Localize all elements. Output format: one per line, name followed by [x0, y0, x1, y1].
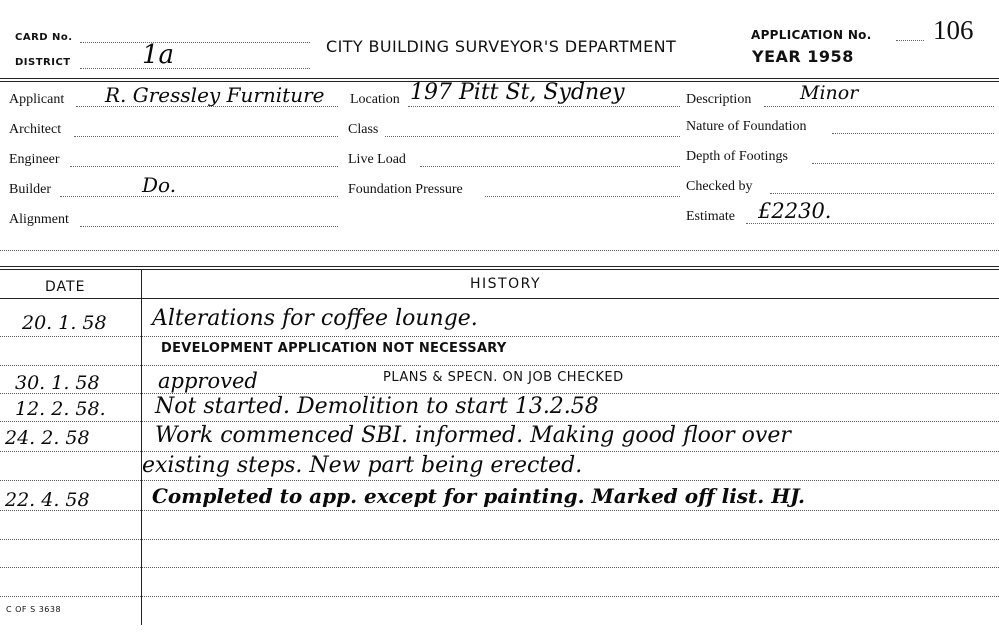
depth-of-footings-label: Depth of Footings — [686, 149, 788, 164]
history-line — [0, 336, 999, 337]
application-no-line — [896, 40, 924, 41]
year: YEAR 1958 — [752, 47, 854, 66]
foundation-pressure-label: Foundation Pressure — [348, 182, 463, 197]
history-line — [0, 421, 999, 422]
history-line — [0, 451, 999, 452]
alignment-label: Alignment — [9, 212, 69, 227]
description-label: Description — [686, 92, 752, 107]
plans-checked-stamp: PLANS & SPECN. ON JOB CHECKED — [383, 370, 624, 385]
live-load-line — [420, 166, 680, 167]
entry-text: Work commenced SBI. informed. Making good floor over — [155, 423, 791, 448]
entry-date: 24. 2. 58 — [5, 427, 90, 449]
nature-line — [832, 133, 994, 134]
entry-date: 20. 1. 58 — [22, 312, 107, 334]
location-line — [408, 106, 680, 107]
foundation-pressure-line — [485, 196, 680, 197]
history-rule-1 — [0, 266, 999, 267]
department-title: CITY BUILDING SURVEYOR'S DEPARTMENT — [326, 37, 677, 56]
history-header-rule — [0, 298, 999, 299]
application-no: 106 — [933, 15, 974, 45]
header-rule-1 — [0, 78, 999, 79]
engineer-label: Engineer — [9, 152, 60, 167]
history-line — [0, 480, 999, 481]
estimate-label: Estimate — [686, 209, 735, 224]
architect-label: Architect — [9, 122, 62, 137]
entry-text: existing steps. New part being erected. — [142, 453, 583, 478]
location-value: 197 Pitt St, Sydney — [410, 80, 625, 105]
card-no-line — [80, 42, 310, 43]
form-code: C OF S 3638 — [6, 605, 62, 614]
district-value: 1a — [142, 40, 175, 70]
history-line — [0, 510, 999, 511]
history-rule-2 — [0, 269, 999, 270]
description-line — [764, 106, 994, 107]
entry-text: Completed to app. except for painting. Marked off list. HJ. — [152, 484, 805, 508]
history-line — [0, 539, 999, 540]
district-label: DISTRICT — [15, 57, 71, 68]
history-line — [0, 365, 999, 366]
entry-text: Alterations for coffee lounge. — [152, 306, 478, 331]
engineer-line — [70, 166, 338, 167]
alignment-line — [80, 226, 338, 227]
location-label: Location — [350, 92, 400, 107]
architect-line — [74, 136, 338, 137]
applicant-value: R. Gressley Furniture — [105, 83, 325, 107]
class-label: Class — [348, 122, 379, 137]
description-value: Minor — [800, 82, 859, 104]
date-header: DATE — [45, 279, 86, 295]
applicant-label: Applicant — [9, 92, 65, 107]
application-no-label: APPLICATION No. — [751, 28, 872, 42]
history-line — [0, 567, 999, 568]
development-stamp: DEVELOPMENT APPLICATION NOT NECESSARY — [161, 341, 507, 356]
builder-label: Builder — [9, 182, 51, 197]
depth-line — [812, 163, 994, 164]
builder-line — [60, 196, 338, 197]
live-load-label: Live Load — [348, 152, 406, 167]
nature-of-foundation-label: Nature of Foundation — [686, 119, 807, 134]
estimate-value: £2230. — [758, 199, 832, 223]
class-line — [385, 136, 680, 137]
entry-text: approved — [158, 369, 258, 393]
history-header: HISTORY — [470, 276, 541, 292]
checked-by-line — [770, 193, 994, 194]
builder-value: Do. — [142, 173, 177, 197]
card-no-label: CARD No. — [15, 32, 73, 43]
field-rule — [0, 250, 999, 251]
date-column-divider — [141, 270, 142, 625]
entry-date: 22. 4. 58 — [5, 489, 90, 511]
checked-by-label: Checked by — [686, 179, 753, 194]
estimate-line — [746, 223, 994, 224]
history-line — [0, 596, 999, 597]
entry-text: Not started. Demolition to start 13.2.58 — [155, 394, 599, 419]
entry-date: 12. 2. 58. — [15, 398, 106, 420]
entry-date: 30. 1. 58 — [15, 372, 100, 394]
district-line — [80, 68, 310, 69]
